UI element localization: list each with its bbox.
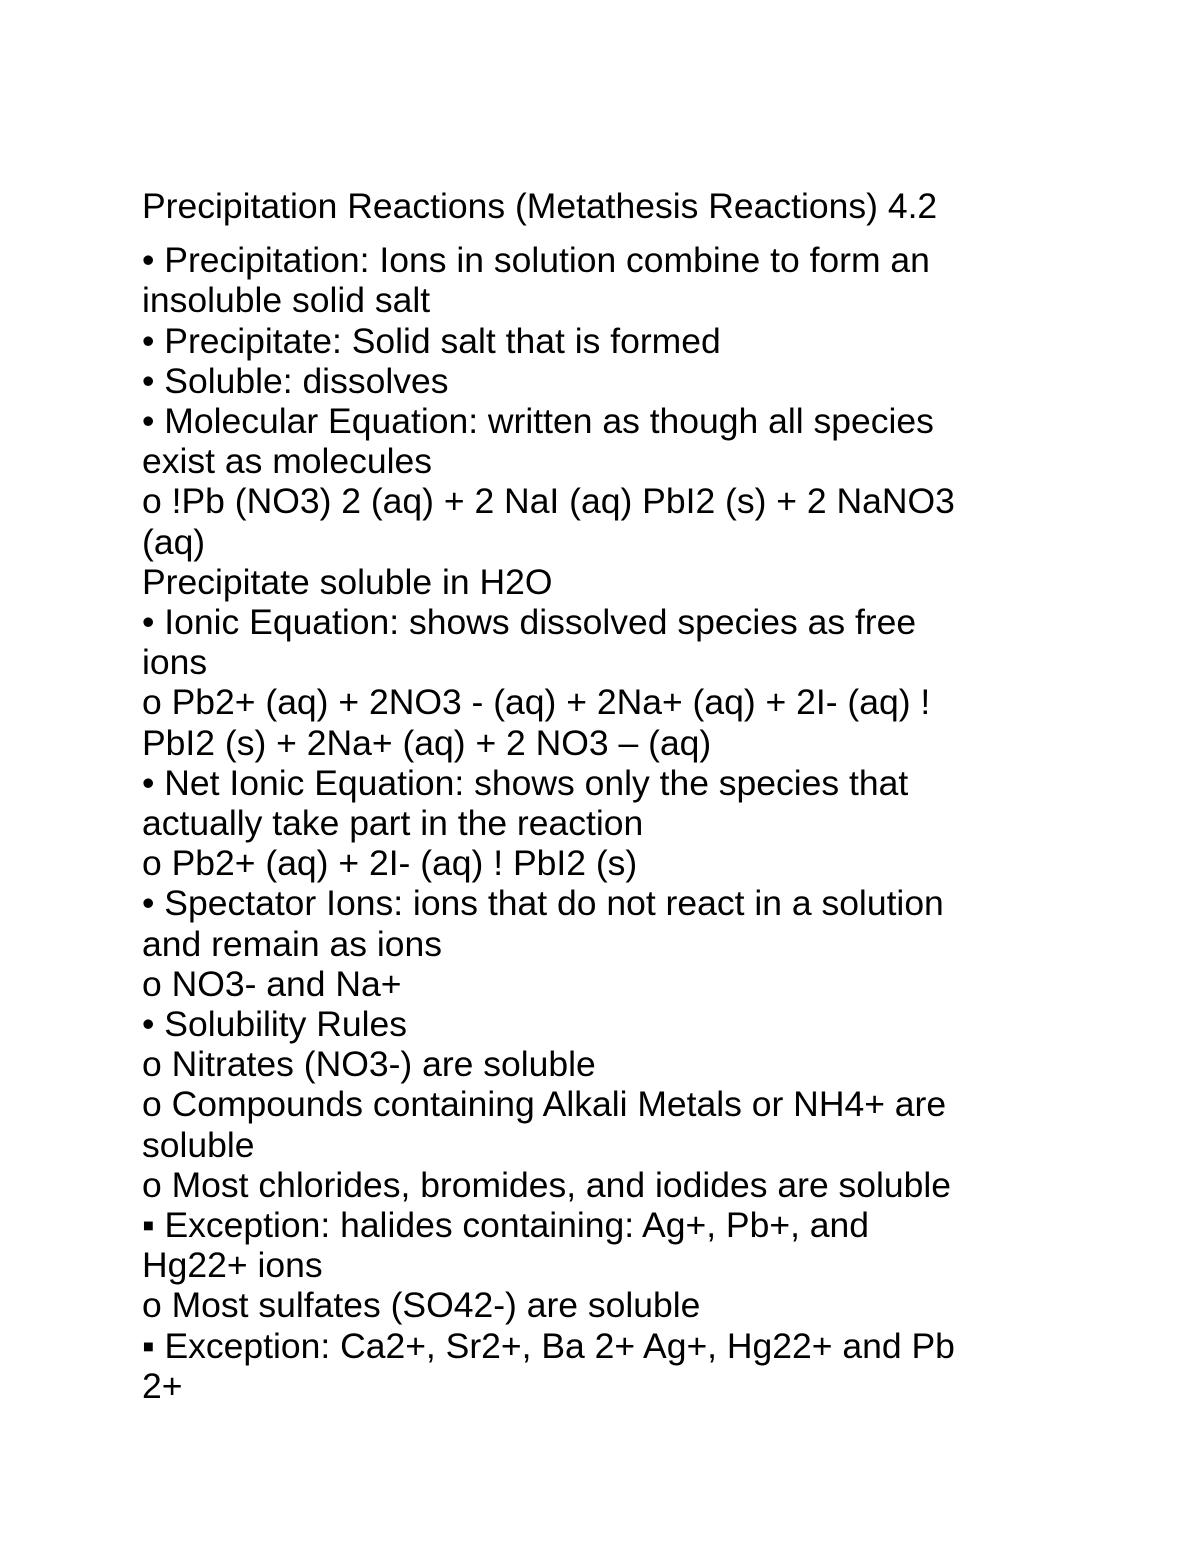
text-line: (aq) <box>142 521 206 562</box>
text-line: o Compounds containing Alkali Metals or NH4+ are <box>142 1084 947 1125</box>
document-title: Precipitation Reactions (Metathesis Reactions) 4.2 <box>142 186 938 226</box>
text-line: ▪ Exception: Ca2+, Sr2+, Ba 2+ Ag+, Hg22+ and Pb <box>142 1325 955 1366</box>
text-line: • Ionic Equation: shows dissolved species as free <box>142 602 917 643</box>
text-line: o Most chlorides, bromides, and iodides are soluble <box>142 1164 952 1205</box>
text-line: and remain as ions <box>142 923 442 964</box>
text-line: • Precipitate: Solid salt that is formed <box>142 320 721 361</box>
text-line: PbI2 (s) + 2Na+ (aq) + 2 NO3 – (aq) <box>142 722 712 763</box>
text-line: • Solubility Rules <box>142 1004 407 1045</box>
text-line: o Pb2+ (aq) + 2NO3 - (aq) + 2Na+ (aq) + 2I- (aq) ! <box>142 682 931 723</box>
text-line: • Spectator Ions: ions that do not react in a solution <box>142 883 944 924</box>
text-line: o !Pb (NO3) 2 (aq) + 2 NaI (aq) PbI2 (s) + 2 NaNO3 <box>142 481 955 522</box>
text-line: o Most sulfates (SO42-) are soluble <box>142 1285 701 1326</box>
text-line: o NO3- and Na+ <box>142 963 402 1004</box>
text-line: o Pb2+ (aq) + 2I- (aq) ! PbI2 (s) <box>142 843 638 884</box>
text-line: • Net Ionic Equation: shows only the species that <box>142 762 909 803</box>
text-line: actually take part in the reaction <box>142 803 644 844</box>
text-line: • Precipitation: Ions in solution combine to form an <box>142 240 930 281</box>
text-line: ▪ Exception: halides containing: Ag+, Pb+, and <box>142 1205 870 1246</box>
text-line: exist as molecules <box>142 441 433 482</box>
text-line: o Nitrates (NO3-) are soluble <box>142 1044 596 1085</box>
document-body <box>142 186 1062 1406</box>
text-line: insoluble solid salt <box>142 280 431 321</box>
text-line: Hg22+ ions <box>142 1245 323 1286</box>
text-line: soluble <box>142 1124 255 1165</box>
text-line: • Soluble: dissolves <box>142 360 449 401</box>
text-line: • Molecular Equation: written as though all species <box>142 401 934 442</box>
text-line: 2+ <box>142 1365 183 1406</box>
text-line: ions <box>142 642 208 683</box>
text-line: Precipitate soluble in H2O <box>142 561 553 602</box>
